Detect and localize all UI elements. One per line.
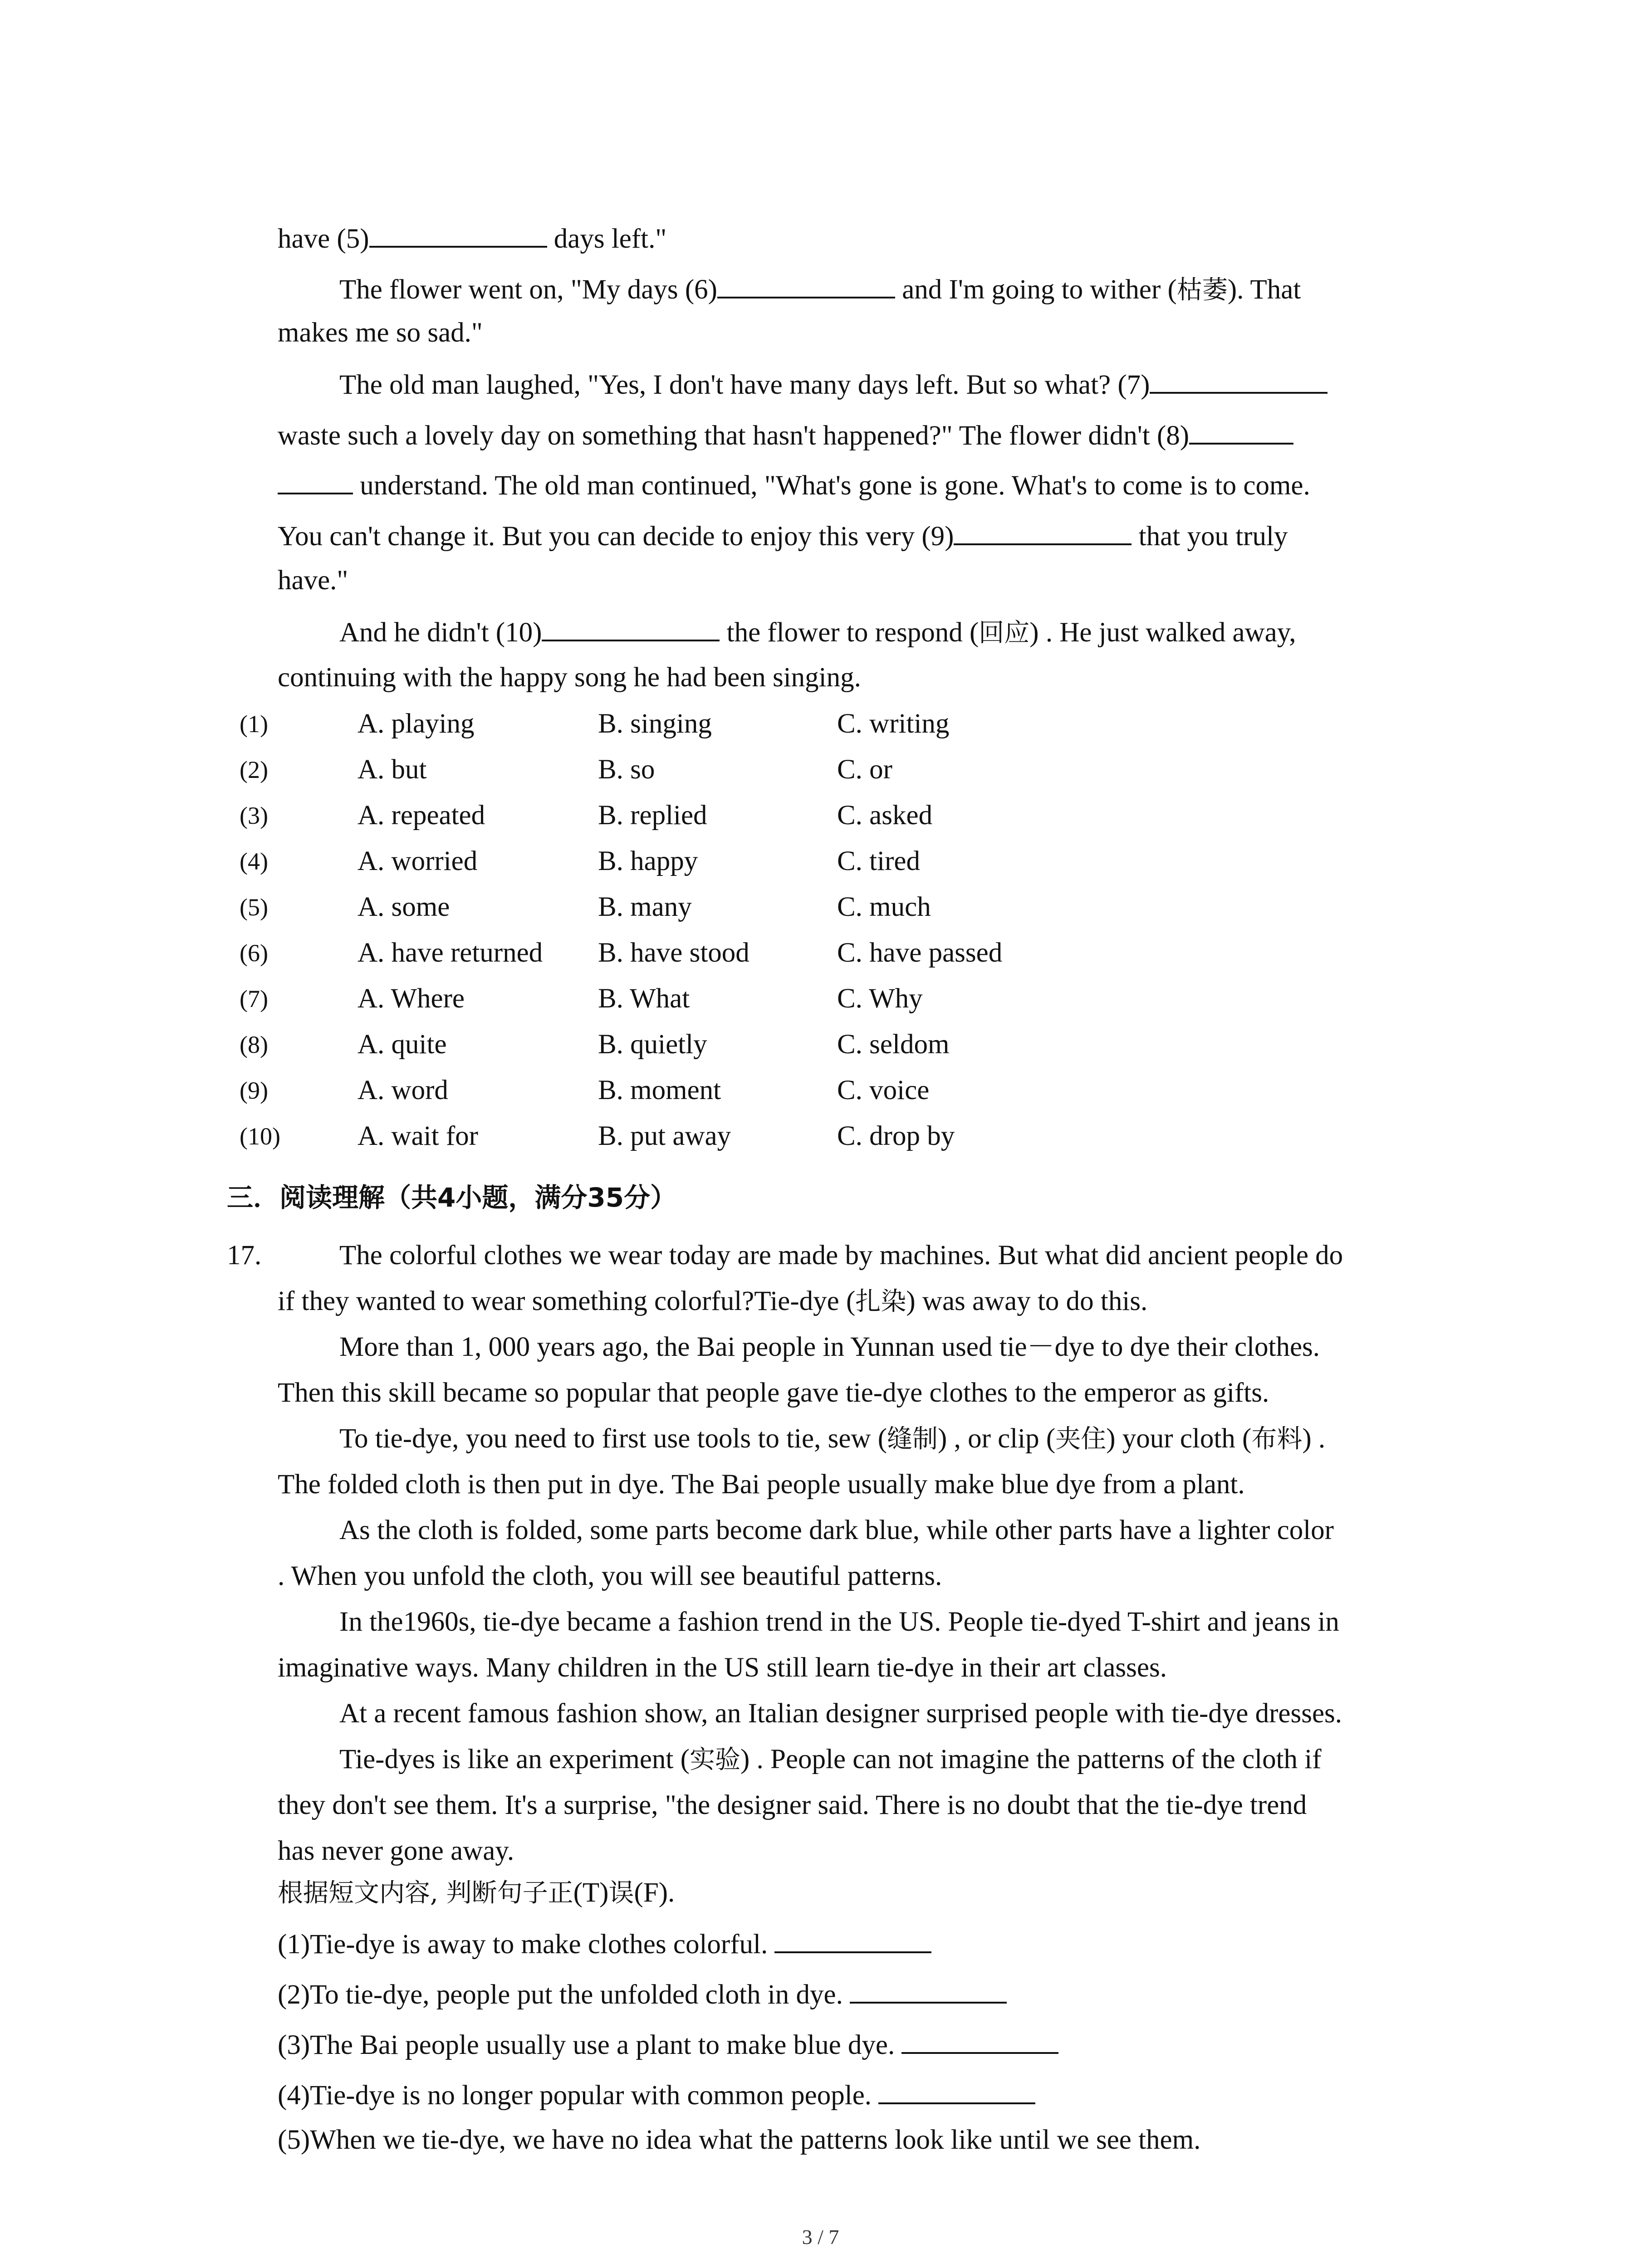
page-number: 3 / 7 xyxy=(802,2225,839,2248)
question-number: (4) xyxy=(240,848,268,875)
option-c[interactable]: C. writing xyxy=(837,709,950,739)
tf-item xyxy=(278,2077,1035,2113)
option-a[interactable]: A. playing xyxy=(358,709,475,739)
cloze-line xyxy=(339,367,1327,402)
tf-answer-blank[interactable] xyxy=(901,2027,1058,2054)
passage-line xyxy=(339,1238,1343,1273)
passage-line xyxy=(278,1788,1307,1823)
passage-line xyxy=(339,1513,1334,1548)
option-b[interactable]: B. put away xyxy=(598,1121,731,1151)
text: makes me so sad." xyxy=(278,318,483,348)
tf-item xyxy=(278,2123,1200,2157)
option-a[interactable]: A. wait for xyxy=(358,1121,478,1151)
passage-line xyxy=(278,1467,1245,1502)
text: At a recent famous fashion show, an Italian designer surprised people with tie-dye dresses. xyxy=(339,1698,1342,1729)
tf-statement: (1)Tie-dye is away to make clothes colorful. xyxy=(278,1929,775,1960)
instruction-text: (T) xyxy=(573,1877,609,1908)
text: ) . He just walked away, xyxy=(1029,617,1296,648)
chinese-gloss: 扎染 xyxy=(855,1287,906,1316)
option-a[interactable]: A. word xyxy=(358,1075,448,1105)
question-number: (6) xyxy=(240,939,268,967)
text: ). That xyxy=(1227,274,1301,305)
passage-line xyxy=(339,1422,1325,1457)
tf-item xyxy=(278,1926,931,1962)
cloze-line xyxy=(339,271,1301,308)
passage-line xyxy=(278,1834,514,1868)
cloze-line xyxy=(278,316,483,350)
tf-answer-blank[interactable] xyxy=(850,1976,1007,2004)
cloze-line xyxy=(278,518,1288,554)
tf-item xyxy=(278,2027,1058,2063)
passage-line xyxy=(339,1330,1320,1364)
passage-line xyxy=(339,1696,1342,1731)
text: . When you unfold the cloth, you will see beautiful patterns. xyxy=(278,1561,942,1591)
answer-blank-8[interactable] xyxy=(1189,417,1293,445)
text: days left." xyxy=(547,224,667,254)
question-number: (2) xyxy=(240,756,268,783)
option-c[interactable]: C. voice xyxy=(837,1075,930,1105)
option-a[interactable]: A. Where xyxy=(358,983,465,1014)
text: To tie-dye, you need to first use tools to tie, sew ( xyxy=(339,1423,887,1454)
option-a[interactable]: A. have returned xyxy=(358,938,543,968)
answer-blank-10[interactable] xyxy=(542,614,720,641)
option-b[interactable]: B. What xyxy=(598,983,690,1014)
answer-blank-8-cont[interactable] xyxy=(278,467,353,494)
instruction-text: 误 xyxy=(608,1878,634,1908)
option-b[interactable]: B. singing xyxy=(598,709,712,739)
question-number: (7) xyxy=(240,985,268,1012)
text: if they wanted to wear something colorful?Tie-dye ( xyxy=(278,1286,856,1316)
text: ) your cloth ( xyxy=(1106,1423,1252,1454)
chinese-gloss: 缝制 xyxy=(887,1424,938,1454)
option-c[interactable]: C. seldom xyxy=(837,1029,950,1060)
instruction-text: (F). xyxy=(634,1877,675,1908)
text: More than 1, 000 years ago, the Bai people in Yunnan used tie－dye to dye their clothes. xyxy=(339,1332,1320,1362)
question-number: 17. xyxy=(227,1240,262,1271)
text: The folded cloth is then put in dye. The Bai people usually make blue dye from a plant. xyxy=(278,1469,1245,1500)
instruction-text: 根据短文内容, 判断句子正 xyxy=(278,1878,573,1908)
passage-line xyxy=(339,1742,1322,1777)
option-a[interactable]: A. repeated xyxy=(358,800,485,831)
option-b[interactable]: B. replied xyxy=(598,800,707,831)
text: Then this skill became so popular that people gave tie-dye clothes to the emperor as gifts. xyxy=(278,1378,1269,1408)
chinese-gloss: 布料 xyxy=(1251,1424,1303,1454)
option-b[interactable]: B. many xyxy=(598,892,692,922)
option-c[interactable]: C. have passed xyxy=(837,938,1003,968)
text: have." xyxy=(278,565,348,596)
question-number: (8) xyxy=(240,1031,268,1058)
answer-blank-9[interactable] xyxy=(954,518,1132,545)
cloze-line xyxy=(278,417,1293,453)
option-b[interactable]: B. have stood xyxy=(598,938,749,968)
cloze-line xyxy=(278,660,861,695)
question-number: (9) xyxy=(240,1077,268,1104)
text: the flower to respond ( xyxy=(720,617,979,648)
text: In the1960s, tie-dye became a fashion trend in the US. People tie-dyed T-shirt and jeans in xyxy=(339,1607,1339,1637)
answer-blank-6[interactable] xyxy=(717,271,895,298)
text: they don't see them. It's a surprise, "the designer said. There is no doubt that the tie-dye trend xyxy=(278,1790,1307,1820)
chinese-gloss: 实验 xyxy=(689,1745,740,1774)
text: continuing with the happy song he had been singing. xyxy=(278,662,861,693)
text: have (5) xyxy=(278,224,369,254)
text: ) . People can not imagine the patterns of the cloth if xyxy=(740,1744,1322,1774)
text: The old man laughed, "Yes, I don't have many days left. But so what? (7) xyxy=(339,370,1150,400)
option-a[interactable]: A. but xyxy=(358,754,427,785)
option-b[interactable]: B. quietly xyxy=(598,1029,707,1060)
text: imaginative ways. Many children in the US still learn tie-dye in their art classes. xyxy=(278,1652,1167,1683)
passage-line xyxy=(339,1605,1339,1639)
section-heading: 三．阅读理解（共4小题，满分35分） xyxy=(227,1182,677,1213)
passage-line xyxy=(278,1651,1167,1685)
text: The colorful clothes we wear today are made by machines. But what did ancient people do xyxy=(339,1240,1343,1271)
option-b[interactable]: B. happy xyxy=(598,846,698,876)
passage-line xyxy=(278,1284,1147,1319)
text: ) , or clip ( xyxy=(938,1423,1056,1454)
passage-line xyxy=(278,1559,942,1593)
cloze-line xyxy=(278,563,348,598)
question-number: (10) xyxy=(240,1123,280,1150)
answer-blank-7[interactable] xyxy=(1150,367,1327,394)
text: understand. The old man continued, "What's gone is gone. What's to come is to come. xyxy=(353,470,1310,501)
text: You can't change it. But you can decide to enjoy this very (9) xyxy=(278,521,954,552)
option-c[interactable]: C. or xyxy=(837,754,892,785)
cloze-line xyxy=(339,614,1296,650)
text: The flower went on, "My days (6) xyxy=(339,274,717,305)
question-number: (3) xyxy=(240,802,268,829)
option-c[interactable]: C. drop by xyxy=(837,1121,955,1151)
text: and I'm going to wither ( xyxy=(895,274,1177,305)
option-c[interactable]: C. Why xyxy=(837,983,923,1014)
tf-answer-blank[interactable] xyxy=(774,1926,931,1953)
tf-answer-blank[interactable] xyxy=(878,2077,1035,2104)
text: waste such a lovely day on something that hasn't happened?" The flower didn't (8) xyxy=(278,420,1190,451)
chinese-gloss: 枯萎 xyxy=(1176,275,1228,305)
option-c[interactable]: C. much xyxy=(837,892,931,922)
text: Tie-dyes is like an experiment ( xyxy=(339,1744,690,1774)
option-a[interactable]: A. some xyxy=(358,892,450,922)
chinese-gloss: 回应 xyxy=(979,618,1030,648)
tf-statement: (2)To tie-dye, people put the unfolded cloth in dye. xyxy=(278,1980,850,2010)
option-c[interactable]: C. tired xyxy=(837,846,920,876)
answer-blank-5[interactable] xyxy=(369,220,547,248)
text: ) . xyxy=(1302,1423,1326,1454)
option-a[interactable]: A. worried xyxy=(358,846,478,876)
question-number: (1) xyxy=(240,710,268,738)
tf-statement: (4)Tie-dye is no longer popular with common people. xyxy=(278,2080,879,2111)
option-c[interactable]: C. asked xyxy=(837,800,933,831)
tf-statement: (5)When we tie-dye, we have no idea what the patterns look like until we see them. xyxy=(278,2125,1201,2155)
text: As the cloth is folded, some parts become dark blue, while other parts have a lighter color xyxy=(339,1515,1334,1545)
text: And he didn't (10) xyxy=(339,617,542,648)
text: ) was away to do this. xyxy=(906,1286,1148,1316)
tf-item xyxy=(278,1976,1007,2012)
option-b[interactable]: B. moment xyxy=(598,1075,721,1105)
option-a[interactable]: A. quite xyxy=(358,1029,447,1060)
option-b[interactable]: B. so xyxy=(598,754,655,785)
text: that you truly xyxy=(1132,521,1288,552)
instruction xyxy=(278,1876,675,1911)
passage-line xyxy=(278,1376,1269,1410)
cloze-line xyxy=(278,467,1310,503)
question-number: (5) xyxy=(240,894,268,921)
text: has never gone away. xyxy=(278,1836,514,1866)
chinese-gloss: 夹住 xyxy=(1055,1424,1107,1454)
tf-statement: (3)The Bai people usually use a plant to make blue dye. xyxy=(278,2030,902,2060)
cloze-line xyxy=(278,220,666,256)
